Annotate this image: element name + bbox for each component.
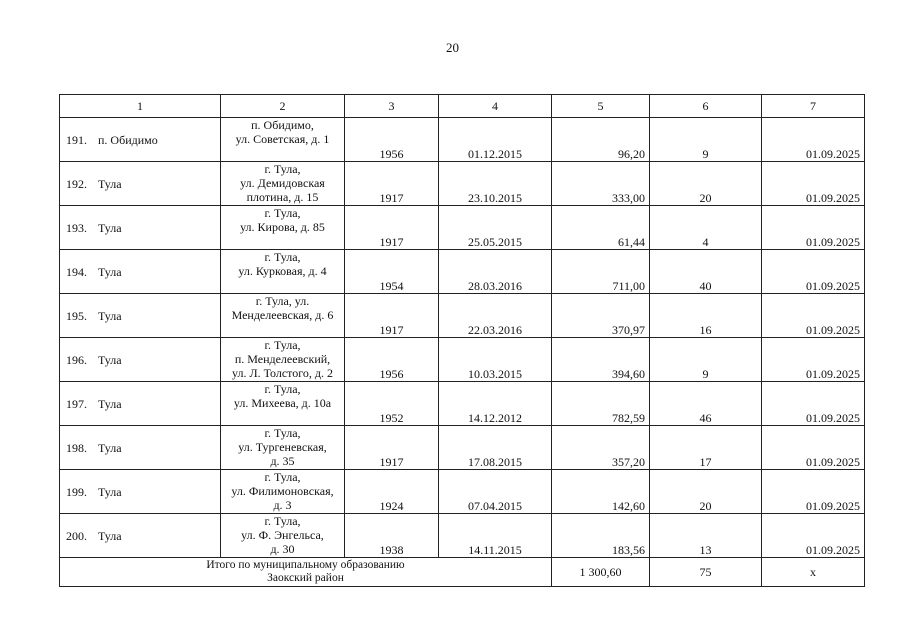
cell-count: 46 bbox=[650, 382, 762, 426]
cell-count: 9 bbox=[650, 338, 762, 382]
address-line: ул. Ф. Энгельса, bbox=[241, 528, 324, 542]
cell-number-place bbox=[60, 162, 221, 206]
address-line: г. Тула, bbox=[264, 206, 301, 220]
cell-number-place bbox=[60, 514, 221, 558]
cell-date: 01.12.2015 bbox=[439, 118, 552, 162]
total-area: 1 300,60 bbox=[552, 558, 650, 587]
address-line: г. Тула, bbox=[264, 338, 301, 352]
settlement-name: Тула bbox=[98, 264, 122, 279]
row-number: 198. bbox=[66, 440, 87, 455]
cell-address bbox=[221, 470, 345, 514]
address-line: г. Тула, ул. bbox=[255, 294, 310, 308]
cell-area: 96,20 bbox=[552, 118, 650, 162]
row-number: 191. bbox=[66, 132, 87, 147]
address-line: п. Менделеевский, bbox=[234, 352, 331, 366]
cell-count: 17 bbox=[650, 426, 762, 470]
row-number: 200. bbox=[66, 528, 87, 543]
row-number: 197. bbox=[66, 396, 87, 411]
address-line: ул. Демидовская bbox=[240, 176, 325, 190]
total-deadline: х bbox=[762, 558, 865, 587]
row-number: 196. bbox=[66, 352, 87, 367]
total-count: 75 bbox=[650, 558, 762, 587]
settlement-name: Тула bbox=[98, 396, 122, 411]
cell-address bbox=[221, 118, 345, 162]
settlement-name: Тула bbox=[98, 484, 122, 499]
address-line: г. Тула, bbox=[264, 162, 301, 176]
column-header: 2 bbox=[221, 95, 345, 118]
table-row bbox=[60, 470, 865, 514]
cell-number-place bbox=[60, 382, 221, 426]
total-row bbox=[60, 558, 865, 587]
cell-area: 142,60 bbox=[552, 470, 650, 514]
cell-address bbox=[221, 206, 345, 250]
page-number: 20 bbox=[446, 40, 459, 55]
cell-count: 4 bbox=[650, 206, 762, 250]
total-label-line: Итого по муниципальному образованию bbox=[206, 559, 405, 571]
row-number: 193. bbox=[66, 220, 87, 235]
cell-year: 1924 bbox=[345, 470, 439, 514]
address-line: ул. Советская, д. 1 bbox=[235, 132, 330, 146]
registry-table bbox=[59, 94, 865, 587]
cell-number-place bbox=[60, 250, 221, 294]
cell-area: 370,97 bbox=[552, 294, 650, 338]
cell-date: 22.03.2016 bbox=[439, 294, 552, 338]
total-label bbox=[60, 558, 552, 587]
cell-date: 28.03.2016 bbox=[439, 250, 552, 294]
table-row bbox=[60, 162, 865, 206]
row-number: 195. bbox=[66, 308, 87, 323]
cell-deadline: 01.09.2025 bbox=[762, 294, 865, 338]
cell-year: 1917 bbox=[345, 206, 439, 250]
address-line: Менделеевская, д. 6 bbox=[231, 308, 334, 322]
cell-date: 10.03.2015 bbox=[439, 338, 552, 382]
cell-year: 1938 bbox=[345, 514, 439, 558]
cell-year: 1917 bbox=[345, 294, 439, 338]
cell-address bbox=[221, 514, 345, 558]
column-header: 5 bbox=[552, 95, 650, 118]
cell-area: 711,00 bbox=[552, 250, 650, 294]
cell-deadline: 01.09.2025 bbox=[762, 338, 865, 382]
cell-date: 23.10.2015 bbox=[439, 162, 552, 206]
address-line: г. Тула, bbox=[264, 250, 301, 264]
table-row bbox=[60, 514, 865, 558]
address-line: г. Тула, bbox=[264, 426, 301, 440]
address-line: г. Тула, bbox=[264, 382, 301, 396]
cell-deadline: 01.09.2025 bbox=[762, 470, 865, 514]
cell-year: 1956 bbox=[345, 118, 439, 162]
cell-year: 1954 bbox=[345, 250, 439, 294]
cell-area: 183,56 bbox=[552, 514, 650, 558]
row-number: 199. bbox=[66, 484, 87, 499]
column-header: 7 bbox=[762, 95, 865, 118]
cell-area: 394,60 bbox=[552, 338, 650, 382]
cell-deadline: 01.09.2025 bbox=[762, 162, 865, 206]
cell-date: 14.11.2015 bbox=[439, 514, 552, 558]
cell-area: 357,20 bbox=[552, 426, 650, 470]
cell-deadline: 01.09.2025 bbox=[762, 382, 865, 426]
cell-deadline: 01.09.2025 bbox=[762, 118, 865, 162]
table-row bbox=[60, 426, 865, 470]
cell-count: 16 bbox=[650, 294, 762, 338]
settlement-name: Тула bbox=[98, 220, 122, 235]
cell-deadline: 01.09.2025 bbox=[762, 426, 865, 470]
settlement-name: Тула bbox=[98, 176, 122, 191]
column-header: 1 bbox=[60, 95, 221, 118]
address-line: д. 3 bbox=[273, 498, 292, 512]
cell-address bbox=[221, 250, 345, 294]
address-line: ул. Михеева, д. 10а bbox=[233, 396, 332, 410]
table-row bbox=[60, 118, 865, 162]
table-row bbox=[60, 294, 865, 338]
settlement-name: Тула bbox=[98, 528, 122, 543]
cell-year: 1917 bbox=[345, 426, 439, 470]
row-number: 194. bbox=[66, 264, 87, 279]
cell-address bbox=[221, 426, 345, 470]
address-line: ул. Курковая, д. 4 bbox=[238, 264, 327, 278]
cell-count: 40 bbox=[650, 250, 762, 294]
cell-count: 20 bbox=[650, 162, 762, 206]
address-line: д. 35 bbox=[270, 454, 295, 468]
cell-deadline: 01.09.2025 bbox=[762, 250, 865, 294]
cell-date: 07.04.2015 bbox=[439, 470, 552, 514]
cell-address bbox=[221, 382, 345, 426]
header-row bbox=[60, 95, 865, 118]
address-line: плотина, д. 15 bbox=[246, 190, 319, 204]
column-header: 6 bbox=[650, 95, 762, 118]
cell-address bbox=[221, 162, 345, 206]
cell-number-place bbox=[60, 118, 221, 162]
column-header: 3 bbox=[345, 95, 439, 118]
cell-address bbox=[221, 294, 345, 338]
total-label-line: Заокский район bbox=[267, 572, 344, 584]
address-line: ул. Л. Толстого, д. 2 bbox=[232, 366, 333, 380]
settlement-name: Тула bbox=[98, 308, 122, 323]
cell-count: 13 bbox=[650, 514, 762, 558]
address-line: г. Тула, bbox=[264, 514, 301, 528]
cell-date: 17.08.2015 bbox=[439, 426, 552, 470]
cell-year: 1917 bbox=[345, 162, 439, 206]
cell-number-place bbox=[60, 470, 221, 514]
table-row bbox=[60, 338, 865, 382]
address-line: д. 30 bbox=[270, 542, 295, 556]
address-line: г. Тула, bbox=[264, 470, 301, 484]
table-row bbox=[60, 382, 865, 426]
address-line: ул. Кирова, д. 85 bbox=[240, 220, 325, 234]
cell-number-place bbox=[60, 294, 221, 338]
cell-year: 1952 bbox=[345, 382, 439, 426]
cell-deadline: 01.09.2025 bbox=[762, 514, 865, 558]
address-line: ул. Филимоновская, bbox=[231, 484, 334, 498]
table-row bbox=[60, 250, 865, 294]
column-header: 4 bbox=[439, 95, 552, 118]
row-number: 192. bbox=[66, 176, 87, 191]
cell-count: 9 bbox=[650, 118, 762, 162]
table-row bbox=[60, 206, 865, 250]
settlement-name: Тула bbox=[98, 352, 122, 367]
cell-area: 782,59 bbox=[552, 382, 650, 426]
cell-area: 333,00 bbox=[552, 162, 650, 206]
cell-year: 1956 bbox=[345, 338, 439, 382]
cell-number-place bbox=[60, 206, 221, 250]
address-line: ул. Тургеневская, bbox=[238, 440, 327, 454]
cell-number-place bbox=[60, 426, 221, 470]
address-line: п. Обидимо, bbox=[251, 118, 314, 132]
cell-area: 61,44 bbox=[552, 206, 650, 250]
cell-date: 25.05.2015 bbox=[439, 206, 552, 250]
cell-date: 14.12.2012 bbox=[439, 382, 552, 426]
cell-deadline: 01.09.2025 bbox=[762, 206, 865, 250]
settlement-name: Тула bbox=[98, 440, 122, 455]
cell-count: 20 bbox=[650, 470, 762, 514]
settlement-name: п. Обидимо bbox=[98, 132, 158, 147]
cell-number-place bbox=[60, 338, 221, 382]
cell-address bbox=[221, 338, 345, 382]
